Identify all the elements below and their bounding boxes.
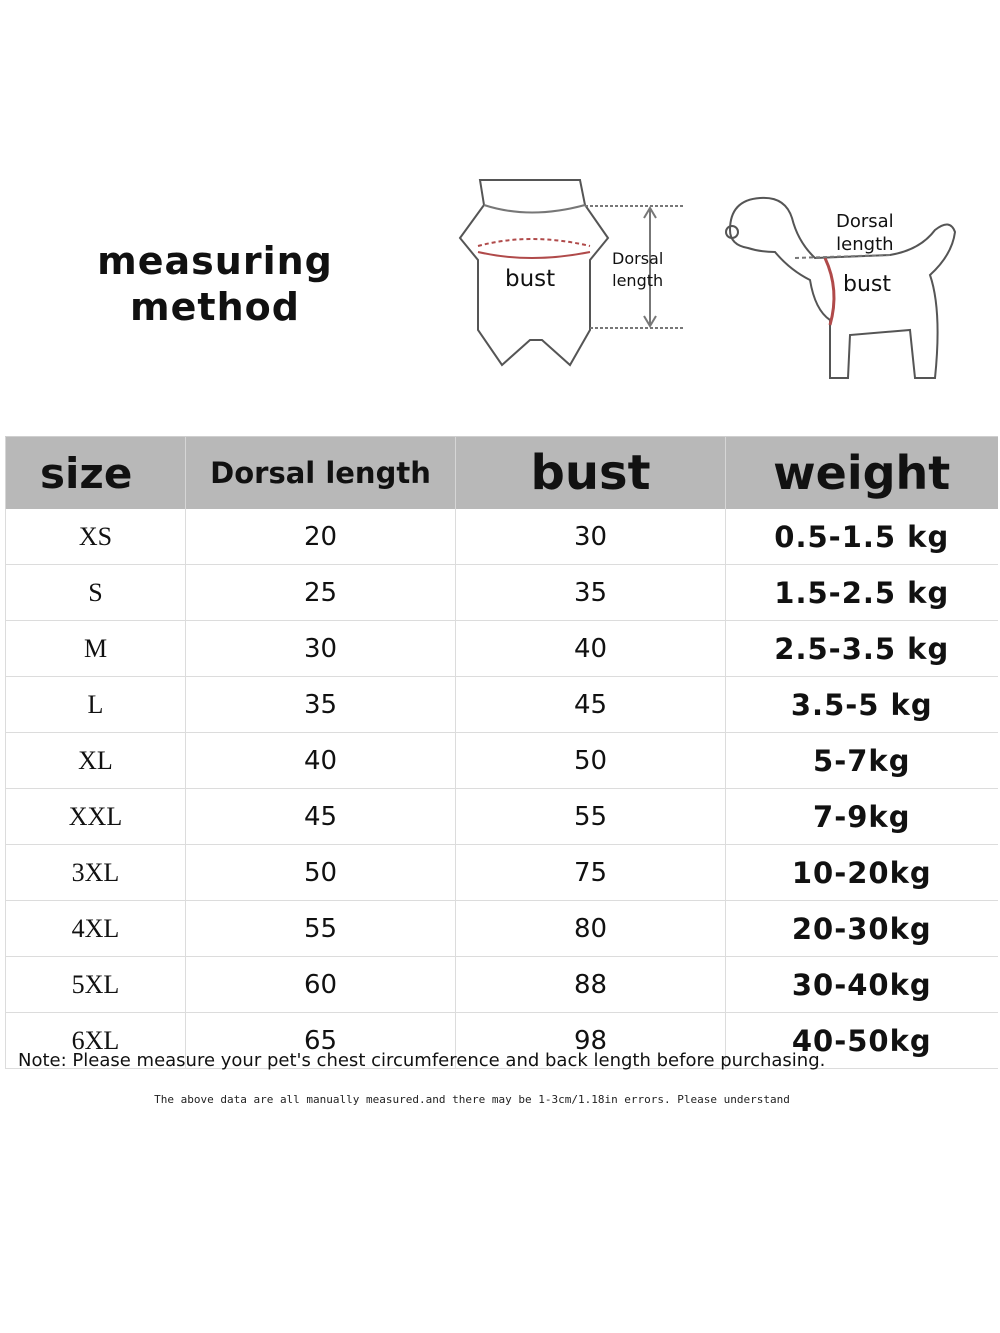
- cell-dorsal-length: 20: [186, 509, 456, 565]
- measuring-method-title: [60, 238, 370, 330]
- cell-bust: 50: [456, 733, 726, 789]
- cell-bust: 75: [456, 845, 726, 901]
- table-header-row: [6, 437, 998, 510]
- measurement-disclaimer: The above data are all manually measured.and there may be 1-3cm/1.18in errors. Please understand: [154, 1093, 790, 1106]
- cell-size: XL: [6, 733, 186, 789]
- dog-dorsal-line1: Dorsal: [836, 211, 894, 232]
- table-row: [6, 677, 998, 733]
- cell-weight: 5-7kg: [726, 733, 998, 789]
- cell-dorsal-length: 35: [186, 677, 456, 733]
- garment-bust-label: bust: [505, 266, 556, 292]
- cell-bust: 45: [456, 677, 726, 733]
- cell-dorsal-length: 25: [186, 565, 456, 621]
- cell-bust: 98: [456, 1013, 726, 1069]
- cell-dorsal-length: 50: [186, 845, 456, 901]
- cell-weight: 20-30kg: [726, 901, 998, 957]
- cell-weight: 0.5-1.5 kg: [726, 509, 998, 565]
- cell-size: XXL: [6, 789, 186, 845]
- cell-dorsal-length: 60: [186, 957, 456, 1013]
- cell-size: 6XL: [6, 1013, 186, 1069]
- cell-weight: 40-50kg: [726, 1013, 998, 1069]
- measuring-method-line1: measuring: [97, 239, 333, 283]
- cell-size: S: [6, 565, 186, 621]
- cell-weight: 7-9kg: [726, 789, 998, 845]
- cell-weight: 10-20kg: [726, 845, 998, 901]
- cell-size: L: [6, 677, 186, 733]
- garment-dorsal-line2: length: [612, 271, 664, 290]
- dog-dorsal-label: [836, 210, 894, 256]
- cell-size: M: [6, 621, 186, 677]
- cell-dorsal-length: 45: [186, 789, 456, 845]
- cell-bust: 35: [456, 565, 726, 621]
- table-row: [6, 789, 998, 845]
- cell-dorsal-length: 55: [186, 901, 456, 957]
- cell-bust: 80: [456, 901, 726, 957]
- table-row: [6, 733, 998, 789]
- dog-dorsal-line2: length: [836, 234, 894, 255]
- cell-weight: 30-40kg: [726, 957, 998, 1013]
- header-bust: bust: [456, 437, 726, 510]
- cell-size: XS: [6, 509, 186, 565]
- cell-bust: 40: [456, 621, 726, 677]
- measuring-method-line2: method: [130, 285, 300, 329]
- garment-bust-line-lower: [478, 252, 590, 258]
- table-row: [6, 957, 998, 1013]
- size-chart-table: [5, 436, 998, 1069]
- cell-size: 3XL: [6, 845, 186, 901]
- cell-dorsal-length: 30: [186, 621, 456, 677]
- cell-weight: 3.5-5 kg: [726, 677, 998, 733]
- table-row: [6, 565, 998, 621]
- table-row: [6, 845, 998, 901]
- cell-weight: 2.5-3.5 kg: [726, 621, 998, 677]
- cell-bust: 55: [456, 789, 726, 845]
- header-size: size: [6, 437, 186, 510]
- cell-bust: 88: [456, 957, 726, 1013]
- dog-bust-label: bust: [843, 272, 891, 297]
- table-row: [6, 621, 998, 677]
- dog-bust-ring: [825, 258, 834, 325]
- cell-dorsal-length: 65: [186, 1013, 456, 1069]
- cell-bust: 30: [456, 509, 726, 565]
- header-dorsal-length: Dorsal length: [186, 437, 456, 510]
- garment-dorsal-line1: Dorsal: [612, 249, 664, 268]
- cell-dorsal-length: 40: [186, 733, 456, 789]
- cell-size: 4XL: [6, 901, 186, 957]
- header-weight: weight: [726, 437, 998, 510]
- table-row: [6, 509, 998, 565]
- cell-weight: 1.5-2.5 kg: [726, 565, 998, 621]
- table-row: [6, 901, 998, 957]
- garment-dorsal-label: [612, 248, 663, 292]
- purchase-note: Note: Please measure your pet's chest circumference and back length before purchasing.: [18, 1050, 826, 1071]
- garment-bust-line: [478, 239, 590, 246]
- cell-size: 5XL: [6, 957, 186, 1013]
